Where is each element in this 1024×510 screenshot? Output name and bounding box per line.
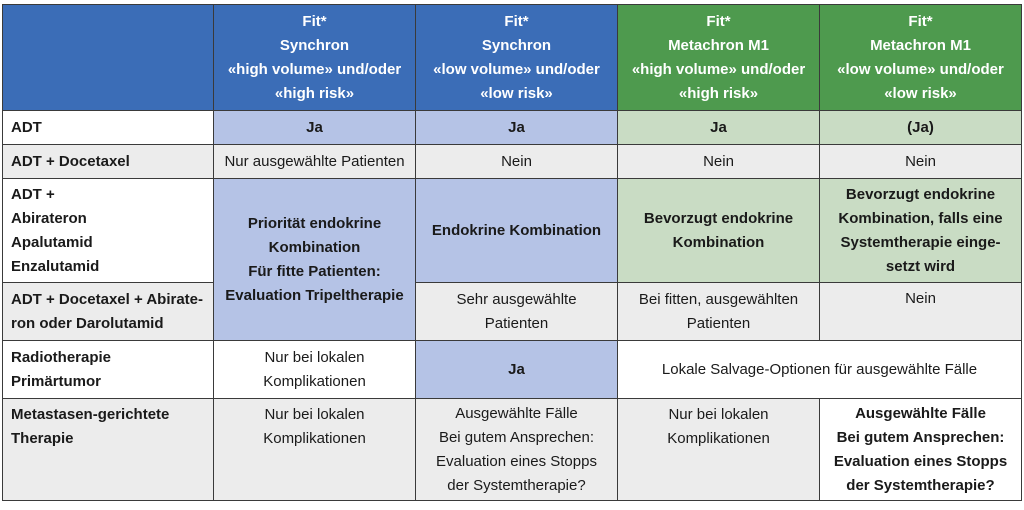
cell-triple-metachron-high: Bei fitten, ausgewählten Patienten (618, 283, 820, 341)
cell-docetaxel-metachron-high: Nein (618, 145, 820, 179)
cell-meta-synchron-high: Nur bei lokalen Komplikationen (214, 399, 416, 501)
cell-adt-metachron-high: Ja (618, 111, 820, 145)
cell-adt-synchron-high: Ja (214, 111, 416, 145)
cell-adt-synchron-low: Ja (416, 111, 618, 145)
cell-docetaxel-synchron-low: Nein (416, 145, 618, 179)
row-label-docetaxel: ADT + Docetaxel (3, 145, 214, 179)
cell-abi-triple-synchron-high: Priorität endokrine Kombination Für fitte Patienten: Evaluation Tripeltherapie (214, 179, 416, 341)
cell-meta-metachron-high: Nur bei lokalen Komplikationen (618, 399, 820, 501)
header-synchron-high: Fit* Synchron «high volume» und/oder «high risk» (214, 5, 416, 111)
cell-abi-synchron-low: Endokrine Kombination (416, 179, 618, 283)
therapy-table (2, 4, 1022, 501)
header-metachron-high: Fit* Metachron M1 «high volume» und/oder «high risk» (618, 5, 820, 111)
row-docetaxel (3, 145, 1022, 179)
row-adt (3, 111, 1022, 145)
header-synchron-low: Fit* Synchron «low volume» und/oder «low risk» (416, 5, 618, 111)
cell-meta-metachron-low: Ausgewählte Fälle Bei gutem Ansprechen: Evaluation eines Stopps der Systemtherapie? (820, 399, 1022, 501)
cell-abi-metachron-low: Bevorzugt endokrine Kombination, falls eine Systemtherapie einge- setzt wird (820, 179, 1022, 283)
cell-meta-synchron-low: Ausgewählte Fälle Bei gutem Ansprechen: Evaluation eines Stopps der Systemtherapie? (416, 399, 618, 501)
row-label-abiraterone: ADT + Abirateron Apalutamid Enzalutamid (3, 179, 214, 283)
row-label-adt: ADT (3, 111, 214, 145)
cell-docetaxel-metachron-low: Nein (820, 145, 1022, 179)
header-corner (3, 5, 214, 111)
row-triple (3, 283, 1022, 341)
header-row (3, 5, 1022, 111)
row-label-radiotherapy: Radiotherapie Primärtumor (3, 341, 214, 399)
row-metastasis-directed (3, 399, 1022, 501)
row-radiotherapy (3, 341, 1022, 399)
cell-radio-synchron-low: Ja (416, 341, 618, 399)
cell-radio-synchron-high: Nur bei lokalen Komplikationen (214, 341, 416, 399)
cell-docetaxel-synchron-high: Nur ausgewählte Patienten (214, 145, 416, 179)
cell-adt-metachron-low: (Ja) (820, 111, 1022, 145)
cell-radio-metachron: Lokale Salvage-Optionen für ausgewählte Fälle (618, 341, 1022, 399)
cell-abi-metachron-high: Bevorzugt endokrine Kombination (618, 179, 820, 283)
row-label-triple: ADT + Docetaxel + Abirate- ron oder Darolutamid (3, 283, 214, 341)
cell-triple-metachron-low: Nein (820, 283, 1022, 341)
cell-triple-synchron-low: Sehr ausgewählte Patienten (416, 283, 618, 341)
header-metachron-low: Fit* Metachron M1 «low volume» und/oder «low risk» (820, 5, 1022, 111)
row-abiraterone (3, 179, 1022, 283)
row-label-metastasis-directed: Metastasen-gerichtete Therapie (3, 399, 214, 501)
